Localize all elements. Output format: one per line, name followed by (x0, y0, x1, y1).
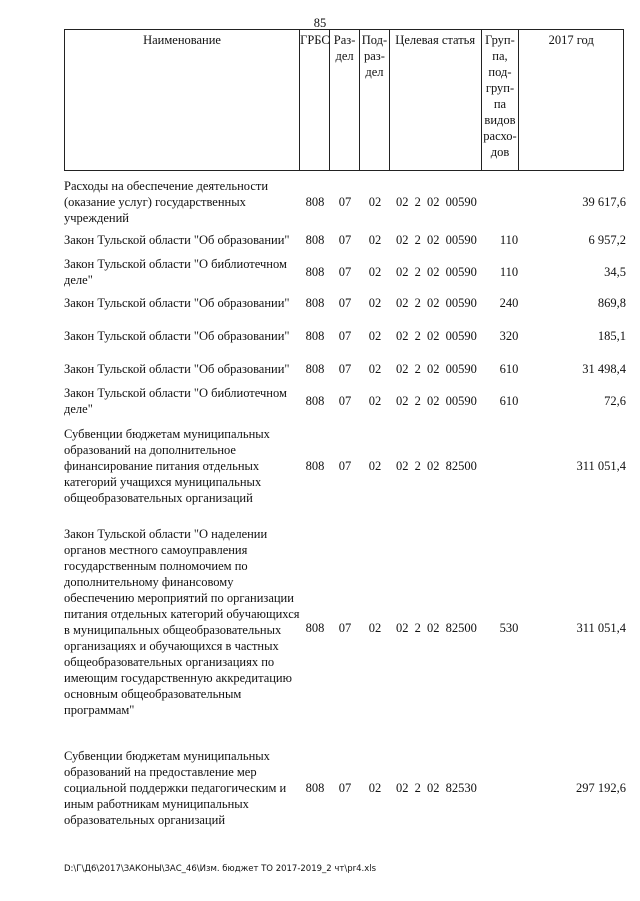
row-amount: 6 957,2 (588, 233, 626, 247)
table-row (64, 748, 624, 828)
row-gruppa: 110 (499, 233, 519, 247)
row-razdel: 07 (338, 394, 352, 408)
header-razdel: Раз- дел (330, 30, 360, 170)
row-razdel: 07 (338, 195, 352, 209)
row-gruppa: 240 (499, 296, 519, 310)
row-razdel: 07 (338, 265, 352, 279)
row-celevaya: 02 2 02 00590 (396, 329, 477, 343)
table-row (64, 232, 624, 248)
page-number: 85 (313, 16, 327, 30)
row-amount: 869,8 (597, 296, 626, 310)
row-amount: 297 192,6 (576, 781, 626, 795)
row-podrazdel: 02 (368, 329, 382, 343)
row-grbs: 808 (305, 459, 325, 473)
row-razdel: 07 (338, 459, 352, 473)
row-celevaya: 02 2 02 00590 (396, 195, 477, 209)
row-grbs: 808 (305, 195, 325, 209)
row-name: Закон Тульской области "Об образовании" (64, 296, 290, 310)
row-celevaya: 02 2 02 82530 (396, 781, 477, 795)
file-path-footer: D:\Г\Д6\2017\ЗАКОНЫ\ЗАС_46\Изм. бюджет ТО 2017-2019_2 чт\pr4.xls (64, 864, 377, 874)
row-razdel: 07 (338, 362, 352, 376)
row-gruppa: 530 (499, 621, 519, 635)
row-gruppa: 610 (499, 362, 519, 376)
row-name: Закон Тульской области "О наделении органов местного самоуправления государственным полномочием по дополнительному финансовому обеспечению мероприятий по организации питания отдельных категорий обучающихся в муниципальных общеобразовательных организациях и обучающихся в частных общеобразовательных организациях по имеющим государственную аккредитацию основным общеобразовательным программам" (64, 527, 300, 717)
row-amount: 34,5 (604, 265, 626, 279)
row-grbs: 808 (305, 781, 325, 795)
row-name: Субвенции бюджетам муниципальных образований на дополнительное финансирование питания отдельных категорий учащихся муниципальных общеобразовательных организаций (64, 427, 270, 505)
row-name: Закон Тульской области "Об образовании" (64, 329, 290, 343)
row-celevaya: 02 2 02 00590 (396, 296, 477, 310)
table-row (64, 328, 624, 344)
row-podrazdel: 02 (368, 621, 382, 635)
row-podrazdel: 02 (368, 233, 382, 247)
row-amount: 72,6 (604, 394, 626, 408)
row-razdel: 07 (338, 621, 352, 635)
row-celevaya: 02 2 02 00590 (396, 233, 477, 247)
header-year: 2017 год (548, 33, 594, 47)
row-name: Расходы на обеспечение деятельности (оказание услуг) государственных учреждений (64, 179, 269, 225)
row-amount: 311 051,4 (576, 459, 626, 473)
row-podrazdel: 02 (368, 362, 382, 376)
row-name: Закон Тульской области "О библиотечном деле" (64, 386, 287, 416)
row-grbs: 808 (305, 233, 325, 247)
row-grbs: 808 (305, 394, 325, 408)
row-name: Субвенции бюджетам муниципальных образований на предоставление мер социальной поддержки педагогическим и иным работникам муниципальных образовательных организаций (64, 749, 287, 827)
row-amount: 39 617,6 (582, 195, 626, 209)
header-celevaya: Целевая статья (390, 30, 482, 170)
row-razdel: 07 (338, 781, 352, 795)
header-gruppa: Груп- па, под- груп- па видов расхо- дов (482, 30, 520, 170)
table-row (64, 526, 624, 734)
row-grbs: 808 (305, 265, 325, 279)
header-grbs: ГРБС (300, 30, 330, 170)
table-row (64, 426, 624, 506)
table-row (64, 295, 624, 311)
row-amount: 185,1 (597, 329, 626, 343)
row-amount: 311 051,4 (576, 621, 626, 635)
row-razdel: 07 (338, 296, 352, 310)
row-grbs: 808 (305, 329, 325, 343)
row-name: Закон Тульской области "Об образовании" (64, 362, 290, 376)
row-amount: 31 498,4 (582, 362, 626, 376)
row-podrazdel: 02 (368, 394, 382, 408)
row-grbs: 808 (305, 362, 325, 376)
row-razdel: 07 (338, 329, 352, 343)
row-podrazdel: 02 (368, 296, 382, 310)
row-podrazdel: 02 (368, 781, 382, 795)
row-celevaya: 02 2 02 00590 (396, 362, 477, 376)
row-celevaya: 02 2 02 82500 (396, 459, 477, 473)
row-celevaya: 02 2 02 00590 (396, 265, 477, 279)
row-grbs: 808 (305, 296, 325, 310)
header-podrazdel: Под- раз- дел (360, 30, 390, 170)
row-gruppa: 320 (499, 329, 519, 343)
row-gruppa: 110 (499, 265, 519, 279)
row-podrazdel: 02 (368, 195, 382, 209)
row-name: Закон Тульской области "О библиотечном деле" (64, 257, 287, 287)
header-name: Наименование (65, 30, 300, 170)
row-celevaya: 02 2 02 82500 (396, 621, 477, 635)
table-row (64, 256, 624, 288)
table-row (64, 361, 624, 377)
row-podrazdel: 02 (368, 265, 382, 279)
table-row (64, 385, 624, 417)
row-celevaya: 02 2 02 00590 (396, 394, 477, 408)
table-header (64, 29, 624, 171)
row-gruppa: 610 (499, 394, 519, 408)
table-row (64, 178, 624, 226)
row-grbs: 808 (305, 621, 325, 635)
row-name: Закон Тульской области "Об образовании" (64, 233, 290, 247)
row-razdel: 07 (338, 233, 352, 247)
row-podrazdel: 02 (368, 459, 382, 473)
